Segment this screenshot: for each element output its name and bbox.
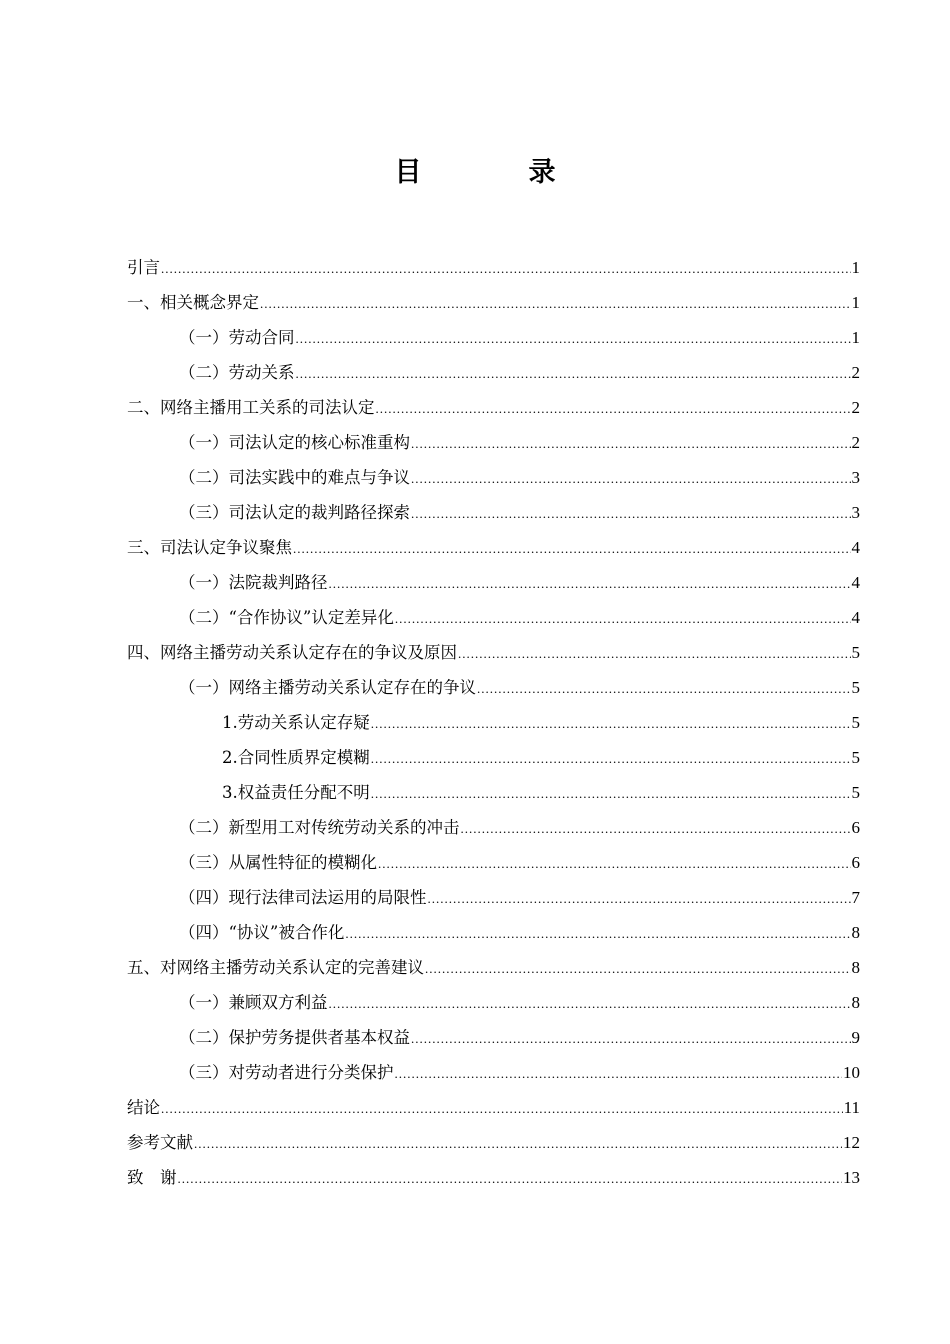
toc-entry[interactable] [127,845,860,880]
toc-entry[interactable] [127,495,860,530]
dot-leader [329,986,851,1021]
toc-entry-label: （三）司法认定的裁判路径探索 [179,503,410,522]
toc-entry[interactable] [127,670,860,705]
toc-entry-label: 3.权益责任分配不明 [222,783,370,802]
dot-leader [178,1161,843,1196]
toc-entry[interactable] [127,810,860,845]
toc-entry-label: 引言 [127,258,160,277]
dot-leader [411,461,851,496]
toc-entry-page-number: 3 [851,503,860,522]
dot-leader [376,391,851,426]
toc-entry-label: 1.劳动关系认定存疑 [222,713,370,732]
dot-leader [296,356,851,391]
toc-entry-label: 结论 [127,1098,160,1117]
toc-entry-page-number: 1 [851,293,860,312]
dot-leader [371,706,851,741]
dot-leader [411,426,851,461]
toc-entry[interactable] [127,1090,860,1125]
toc-entry-label: （一）网络主播劳动关系认定存在的争议 [179,678,476,697]
toc-entry-page-number: 12 [843,1133,860,1152]
toc-entry-page-number: 4 [851,608,860,627]
dot-leader [194,1126,842,1161]
dot-leader [260,286,851,321]
toc-entry-page-number: 6 [851,853,860,872]
dot-leader [411,496,851,531]
toc-entry-page-number: 5 [851,643,860,662]
dot-leader [293,531,851,566]
toc-entry-label: （二）司法实践中的难点与争议 [179,468,410,487]
toc-entry-page-number: 2 [851,398,860,417]
toc-entry-page-number: 4 [851,573,860,592]
toc-entry[interactable] [127,460,860,495]
dot-leader [425,951,851,986]
toc-entry-page-number: 11 [843,1098,860,1117]
toc-entry-page-number: 10 [843,1063,860,1082]
toc-entry-page-number: 5 [851,748,860,767]
toc-entry-label: （二）新型用工对传统劳动关系的冲击 [179,818,460,837]
toc-entry-label: （四）“协议”被合作化 [179,923,345,942]
toc-entry-label: 四、网络主播劳动关系认定存在的争议及原因 [127,643,457,662]
toc-entry[interactable] [127,425,860,460]
toc-entry[interactable] [127,880,860,915]
toc-entry-label: 三、司法认定争议聚焦 [127,538,292,557]
toc-entry[interactable] [127,285,860,320]
toc-entry-label: 参考文献 [127,1133,193,1152]
toc-entry-page-number: 3 [851,468,860,487]
toc-entry-page-number: 8 [851,993,860,1012]
toc-entry[interactable] [127,565,860,600]
toc-entry[interactable] [127,1055,860,1090]
toc-entry-page-number: 6 [851,818,860,837]
toc-entry[interactable] [127,600,860,635]
toc-entry[interactable] [127,740,860,775]
toc-entry[interactable] [127,355,860,390]
toc-entry-label: （一）兼顾双方利益 [179,993,328,1012]
toc-entry-label: （一）法院裁判路径 [179,573,328,592]
dot-leader [461,811,851,846]
toc-entry-page-number: 13 [843,1168,860,1187]
toc-entry-page-number: 1 [851,328,860,347]
toc-entry-label: 五、对网络主播劳动关系认定的完善建议 [127,958,424,977]
toc-entry[interactable] [127,320,860,355]
toc-entry-label: （二）劳动关系 [179,363,295,382]
toc-entry[interactable] [127,1020,860,1055]
dot-leader [378,846,851,881]
toc-entry-label: （一）劳动合同 [179,328,295,347]
dot-leader [161,1091,843,1126]
toc-entry-label: （四）现行法律司法运用的局限性 [179,888,427,907]
toc-entry[interactable] [127,250,860,285]
toc-entry-page-number: 7 [851,888,860,907]
dot-leader [458,636,851,671]
dot-leader [395,601,851,636]
toc-entry-label: （三）从属性特征的模糊化 [179,853,377,872]
toc-entry-page-number: 5 [851,713,860,732]
dot-leader [428,881,851,916]
toc-entry-page-number: 4 [851,538,860,557]
toc-entry[interactable] [127,1125,860,1160]
toc-list [127,250,860,1195]
dot-leader [395,1056,843,1091]
toc-entry[interactable] [127,530,860,565]
dot-leader [296,321,851,356]
toc-entry-label: 致 谢 [127,1168,177,1187]
toc-entry[interactable] [127,985,860,1020]
toc-entry[interactable] [127,915,860,950]
dot-leader [371,776,851,811]
toc-entry-page-number: 2 [851,363,860,382]
toc-entry[interactable] [127,635,860,670]
toc-entry[interactable] [127,1160,860,1195]
dot-leader [329,566,851,601]
toc-entry-label: （二）“合作协议”认定差异化 [179,608,394,627]
toc-title: 目 录 [394,157,596,188]
toc-entry-page-number: 2 [851,433,860,452]
toc-entry[interactable] [127,950,860,985]
toc-entry[interactable] [127,775,860,810]
dot-leader [411,1021,851,1056]
toc-entry-page-number: 8 [851,958,860,977]
toc-entry[interactable] [127,705,860,740]
toc-entry-page-number: 9 [851,1028,860,1047]
dot-leader [345,916,850,951]
toc-entry-page-number: 1 [851,258,860,277]
toc-entry-page-number: 5 [851,678,860,697]
toc-entry-label: 二、网络主播用工关系的司法认定 [127,398,375,417]
toc-entry-page-number: 8 [851,923,860,942]
toc-entry-label: （一）司法认定的核心标准重构 [179,433,410,452]
toc-entry-label: 2.合同性质界定模糊 [222,748,370,767]
dot-leader [161,251,851,286]
toc-entry-label: （三）对劳动者进行分类保护 [179,1063,394,1082]
dot-leader [477,671,851,706]
toc-entry[interactable] [127,390,860,425]
dot-leader [371,741,851,776]
toc-entry-label: 一、相关概念界定 [127,293,259,312]
toc-entry-page-number: 5 [851,783,860,802]
toc-entry-label: （二）保护劳务提供者基本权益 [179,1028,410,1047]
